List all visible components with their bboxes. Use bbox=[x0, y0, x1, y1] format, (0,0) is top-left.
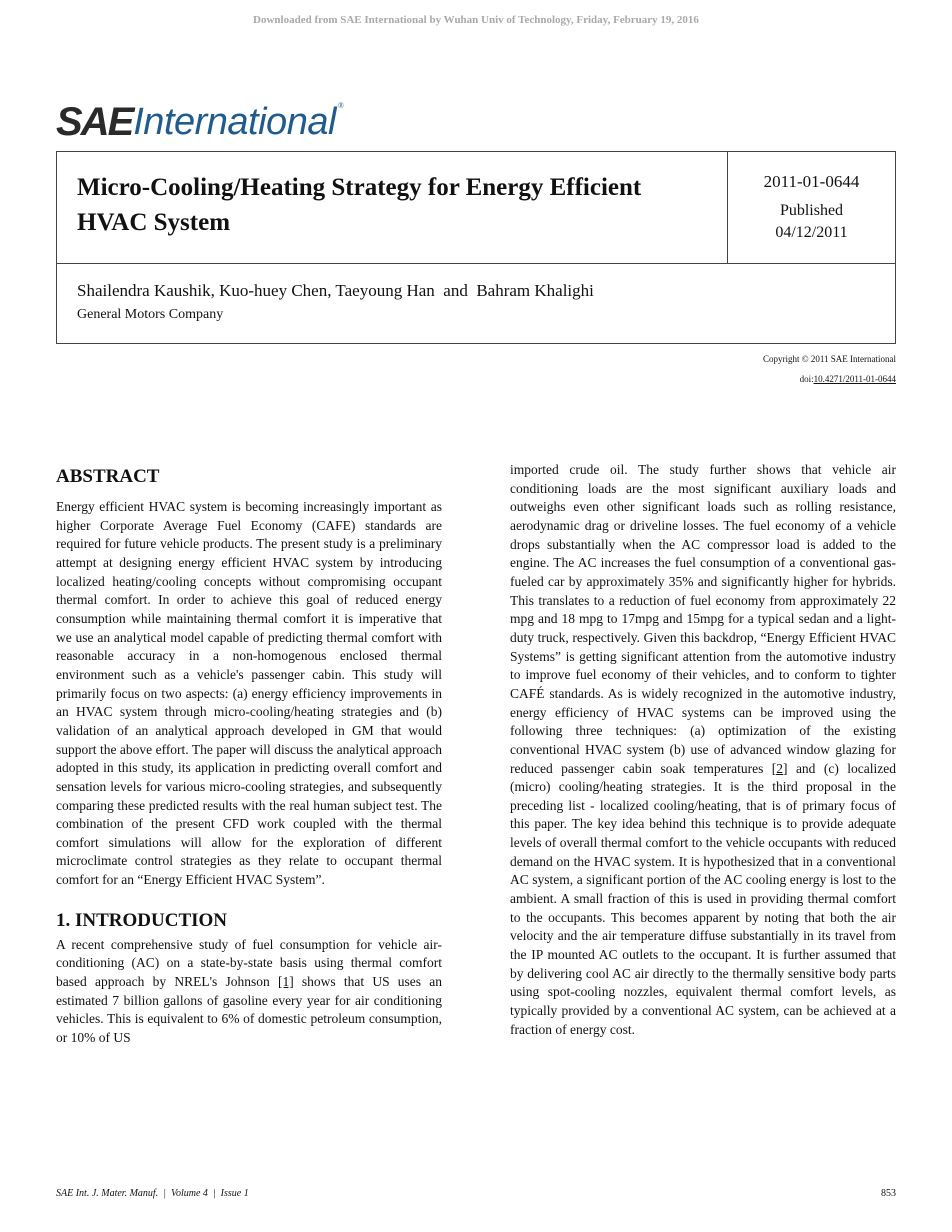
doi bbox=[800, 374, 896, 384]
doi-link[interactable]: 10.4271/2011-01-0644 bbox=[813, 374, 896, 384]
published-label: Published bbox=[779, 202, 844, 219]
introduction-text-right bbox=[510, 461, 896, 1039]
footer-page-number: 853 bbox=[881, 1188, 896, 1199]
affiliation: General Motors Company bbox=[77, 307, 224, 322]
logo-sae-text: SAE bbox=[56, 100, 133, 144]
doi-prefix: doi: bbox=[799, 374, 814, 384]
logo-international-text: International bbox=[133, 101, 336, 143]
intro-text-b: shows that US uses an estimated 7 billion gallons of gasoline every year for air conditioning vehicles. This is equivalent to 6% of domestic petroleum consumption, or 10% of US bbox=[56, 974, 442, 1046]
reference-link-1[interactable]: [1] bbox=[277, 974, 294, 990]
download-banner: Downloaded from SAE International by Wuhan Univ of Technology, Friday, February 19, 2016 bbox=[253, 14, 699, 26]
sae-international-logo bbox=[56, 100, 344, 144]
paper-title: Micro-Cooling/Heating Strategy for Energy Efficient HVAC System bbox=[77, 174, 642, 236]
intro-text-a: A recent comprehensive study of fuel consumption for vehicle air-conditioning (AC) on a state-by-state basis using thermal comfort based approach by NREL's Johnson bbox=[56, 936, 442, 990]
right-column bbox=[510, 461, 896, 1039]
reference-link-2[interactable]: [2] bbox=[771, 760, 788, 776]
intro-right-b: and (c) localized (micro) cooling/heating strategies. It is the third proposal in the preceding list - localized cooling/heating, that is of primary focus of this paper. The key idea behind this technique is to provide adequate levels of overall thermal comfort to the vehicle occupants with reduced demand on the HVAC system. It is hypothesized that in a conventional AC system, a significant portion of the AC cooling energy is lost to the ambient. A small fraction of this is used in providing thermal comfort to the occupants. This becomes apparent by noting that both the air velocity and the air temperature diffuse substantially in its travel from the IP mounted AC outlets to the occupant. It is further assumed that by delivering cool AC air directly to the thermally sensitive body parts using spot-cooling nozzles, equivalent thermal comfort levels, as typically provided by a conventional AC system, can be achieved at a fraction of energy cost. bbox=[510, 760, 896, 1037]
abstract-text: Energy efficient HVAC system is becoming increasingly important as higher Corporate Average Fuel Economy (CAFE) standards are required for future vehicle products. The present study is a preliminary attempt at designing energy efficient HVAC system by introducing localized heating/cooling concepts without compromising occupant thermal comfort. In order to achieve this goal of reduced energy consumption while maintaining thermal comfort it is imperative that we use an analytical model capable of predicting thermal comfort with reasonable accuracy in a non-homogenous enclosed thermal environment such as a vehicle's passenger cabin. This study will primarily focus on two aspects: (a) energy efficiency improvements in an HVAC system through micro-cooling/heating strategies and (b) validation of an analytical approach developed in GM that would support the above effort. The paper will discuss the analytical approach adopted in this study, its application in predicting overall comfort and sensation levels for various micro-cooling strategies, and subsequently comparing these predicted results with the real human subject test. The combination of the present CFD work coupled with the thermal comfort simulations will allow for the exploration of different microclimate control strategies as they relate to occupant thermal comfort for an “Energy Efficient HVAC System”. bbox=[56, 499, 442, 888]
footer-journal: SAE Int. J. Mater. Manuf. | Volume 4 | Issue 1 bbox=[56, 1188, 249, 1199]
left-column bbox=[56, 464, 442, 1048]
abstract-heading: ABSTRACT bbox=[56, 466, 160, 487]
logo-registered-mark: ® bbox=[337, 101, 344, 110]
introduction-text-left bbox=[56, 936, 442, 1048]
authors: Shailendra Kaushik, Kuo-huey Chen, Taeyoung Han and Bahram Khalighi bbox=[77, 281, 594, 300]
title-cell bbox=[57, 152, 728, 264]
paper-number: 2011-01-0644 bbox=[763, 172, 860, 191]
paper-meta-cell bbox=[728, 152, 895, 264]
published-date: 04/12/2011 bbox=[775, 224, 848, 241]
paper-header-box bbox=[56, 151, 896, 344]
introduction-heading: 1. INTRODUCTION bbox=[56, 909, 228, 931]
copyright: Copyright © 2011 SAE International bbox=[763, 354, 896, 364]
intro-right-a: imported crude oil. The study further shows that vehicle air conditioning loads are the most significant auxiliary loads and outweighs even other significant loads such as rolling resistance, aerodynamic drag or driveline losses. The fuel economy of a vehicle drops substantially when the AC compressor load is added to the engine. The AC increases the fuel consumption of a conventional gas-fueled car by approximately 35% and significantly higher for hybrids. This translates to a reduction of fuel economy from approximately 22 mpg and 18 mpg to 17mpg and 15mpg for a typical sedan and a light-duty truck, respectively. Given this backdrop, “Energy Efficient HVAC Systems” is getting significant attention from the automotive industry to improve fuel economy of their vehicles, and to conform to tighter CAFÉ standards. As is widely recognized in the automotive industry, energy efficiency of HVAC systems can be improved using the following three techniques: (a) optimization of the existing conventional HVAC system (b) use of advanced window glazing for reduced passenger cabin soak temperatures bbox=[510, 462, 896, 776]
